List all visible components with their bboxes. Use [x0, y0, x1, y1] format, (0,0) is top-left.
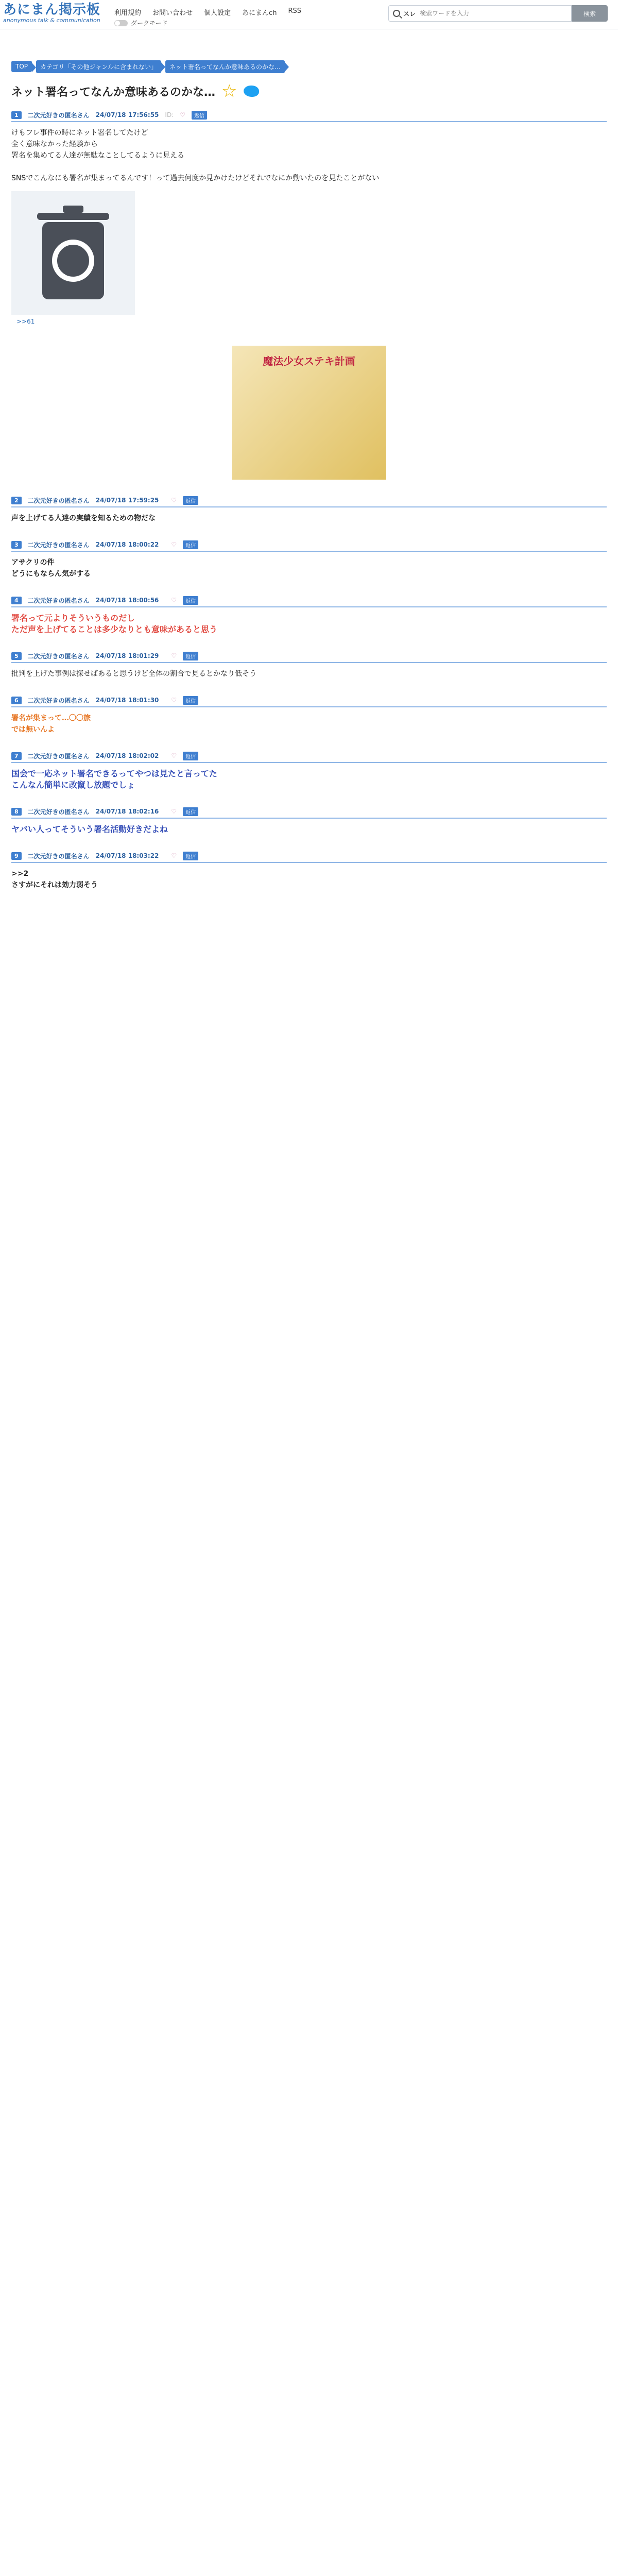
breadcrumb [11, 59, 618, 74]
like-icon[interactable]: ♡ [171, 497, 177, 504]
post-meta [11, 650, 607, 663]
post-number[interactable]: 3 [11, 541, 22, 549]
post-body [11, 513, 607, 524]
post-line [11, 161, 607, 173]
nav-rss[interactable]: RSS [288, 7, 301, 15]
post-line: 全く意味なかった経験から [11, 140, 98, 148]
logo-sub: anonymous talk & communication [3, 17, 100, 24]
post-meta [11, 805, 607, 819]
top-nav [114, 7, 301, 17]
post-number[interactable]: 7 [11, 752, 22, 760]
post [0, 694, 618, 735]
post-line: ただ声を上げてることは多少なりとも意味があると思う [11, 624, 218, 634]
post [0, 538, 618, 580]
post-time: 24/07/18 18:02:02 [95, 752, 159, 759]
post-body [11, 824, 607, 835]
post-line: 署名を集めてる人達が無駄なことしてるように見える [11, 151, 184, 160]
share-button[interactable]: 返信 [183, 496, 198, 505]
share-button[interactable]: 返信 [183, 540, 198, 549]
post-meta [11, 538, 607, 552]
star-icon[interactable]: ☆ [221, 81, 237, 101]
like-icon[interactable]: ♡ [171, 697, 177, 704]
post [0, 650, 618, 680]
post-author: 二次元好きの匿名さん [27, 808, 90, 816]
post-body [11, 127, 607, 184]
search-button[interactable]: 検索 [572, 5, 608, 22]
search-input[interactable] [419, 9, 529, 18]
post-line: 署名って元よりそういうものだし [11, 613, 135, 623]
dark-mode-label: ダークモード [131, 20, 168, 27]
post-line: さすがにそれは効力弱そう [11, 881, 98, 889]
like-icon[interactable]: ♡ [171, 852, 177, 859]
post-line: アサクリの件 [11, 558, 55, 567]
post-author: 二次元好きの匿名さん [27, 697, 90, 704]
share-button[interactable]: 返信 [183, 652, 198, 660]
logo-text: あにまん掲示板 [3, 2, 101, 18]
recycle-bin-icon [32, 201, 114, 304]
search-scope-select[interactable]: スレ [403, 10, 416, 18]
post-time: 24/07/18 17:56:55 [95, 111, 159, 118]
share-button[interactable]: 返信 [183, 752, 198, 760]
post-author: 二次元好きの匿名さん [27, 597, 90, 604]
post-author: 二次元好きの匿名さん [27, 752, 90, 760]
post-author: 二次元好きの匿名さん [27, 497, 90, 504]
post-line: ヤバい人ってそういう署名活動好きだよね [11, 824, 168, 834]
share-button[interactable]: 返信 [183, 852, 198, 860]
post-meta [11, 850, 607, 863]
like-icon[interactable]: ♡ [171, 652, 177, 659]
post-number[interactable]: 4 [11, 597, 22, 604]
post-body [11, 557, 607, 580]
post-meta [11, 750, 607, 763]
share-button[interactable]: 返信 [183, 596, 198, 605]
trash-image [11, 191, 135, 315]
ad-banner[interactable] [232, 346, 386, 480]
post [0, 805, 618, 835]
post-line: >>2 [11, 870, 29, 878]
like-icon[interactable]: ♡ [180, 111, 186, 118]
post-line: 声を上げてる人達の実績を知るための物だな [11, 514, 156, 522]
post-line: 批判を上げた事例は探せばあると思うけど全体の割合で見るとかなり低そう [11, 670, 256, 678]
post-line: SNSでこんなにも署名が集まってるんです！って過去何度か見かけたけどそれでなにか動いたのを見たことがない [11, 174, 380, 182]
thread-header [11, 79, 618, 104]
post-number[interactable]: 2 [11, 497, 22, 504]
post-meta [11, 109, 607, 122]
post-body [11, 868, 607, 891]
share-button[interactable]: 返信 [183, 696, 198, 705]
nav-settings[interactable]: 個人設定 [204, 9, 231, 17]
post-body [11, 768, 607, 791]
search-field [388, 5, 572, 22]
ad-title: 魔法少女ステキ計画 [263, 355, 355, 367]
post-number[interactable]: 9 [11, 852, 22, 860]
post-time: 24/07/18 18:03:22 [95, 852, 159, 859]
post [0, 494, 618, 524]
post [0, 850, 618, 891]
like-icon[interactable]: ♡ [171, 597, 177, 604]
toggle-icon[interactable] [114, 20, 128, 26]
post-number[interactable]: 1 [11, 111, 22, 119]
twitter-share-icon[interactable] [244, 86, 259, 97]
post-time: 24/07/18 18:01:30 [95, 697, 159, 704]
post-meta [11, 494, 607, 507]
breadcrumb-thread[interactable]: ネット署名ってなんか意味あるのかな… [165, 60, 285, 73]
post-author: 二次元好きの匿名さん [27, 652, 90, 660]
post-time: 24/07/18 17:59:25 [95, 497, 159, 504]
search-bar [388, 5, 608, 22]
breadcrumb-top[interactable]: TOP [11, 61, 32, 72]
share-button[interactable]: 返信 [183, 807, 198, 816]
post-number[interactable]: 8 [11, 808, 22, 816]
dark-mode-toggle[interactable] [114, 19, 168, 27]
post-line: 国会で一応ネット署名できるってやつは見たと言ってた [11, 769, 218, 778]
post-time: 24/07/18 18:01:29 [95, 652, 159, 659]
thread-title: ネット署名ってなんか意味あるのかな… [11, 86, 216, 99]
like-icon[interactable]: ♡ [171, 808, 177, 815]
reply-link[interactable]: >>61 [16, 318, 35, 325]
post-body [11, 713, 607, 735]
post-number[interactable]: 6 [11, 697, 22, 704]
breadcrumb-category[interactable]: カテゴリ「その他ジャンルに含まれない」 [36, 60, 161, 73]
post-author: 二次元好きの匿名さん [27, 541, 90, 549]
post-list [0, 109, 618, 891]
post-line: 署名が集まって…〇〇旅 [11, 714, 91, 722]
post [0, 750, 618, 791]
post-body [11, 613, 607, 635]
nav-contact[interactable]: お問い合わせ [152, 9, 193, 17]
reply-links [11, 318, 607, 325]
post [0, 594, 618, 635]
post-time: 24/07/18 18:00:56 [95, 597, 159, 604]
search-icon [393, 10, 400, 17]
post-author: 二次元好きの匿名さん [27, 852, 90, 860]
post [0, 109, 618, 480]
like-icon[interactable]: ♡ [171, 541, 177, 548]
post-line: こんなん簡単に改竄し放題でしょ [11, 780, 135, 790]
site-logo[interactable] [3, 2, 100, 24]
post-time: 24/07/18 18:00:22 [95, 541, 159, 548]
header [0, 0, 618, 29]
post-line: では無いんよ [11, 725, 55, 734]
post-body [11, 668, 607, 680]
post-time: 24/07/18 18:02:16 [95, 808, 159, 815]
post-id: ID: [165, 111, 174, 118]
nav-animanch[interactable]: あにまんch [242, 9, 277, 17]
post-number[interactable]: 5 [11, 652, 22, 660]
post-line: けもフレ事件の時にネット署名してたけど [11, 129, 148, 137]
share-button[interactable]: 返信 [192, 111, 207, 120]
post-meta [11, 694, 607, 707]
like-icon[interactable]: ♡ [171, 752, 177, 759]
nav-terms[interactable]: 利用規約 [114, 9, 142, 17]
post-author: 二次元好きの匿名さん [27, 111, 90, 119]
post-line: どうにもならん気がする [11, 570, 91, 578]
post-meta [11, 594, 607, 607]
